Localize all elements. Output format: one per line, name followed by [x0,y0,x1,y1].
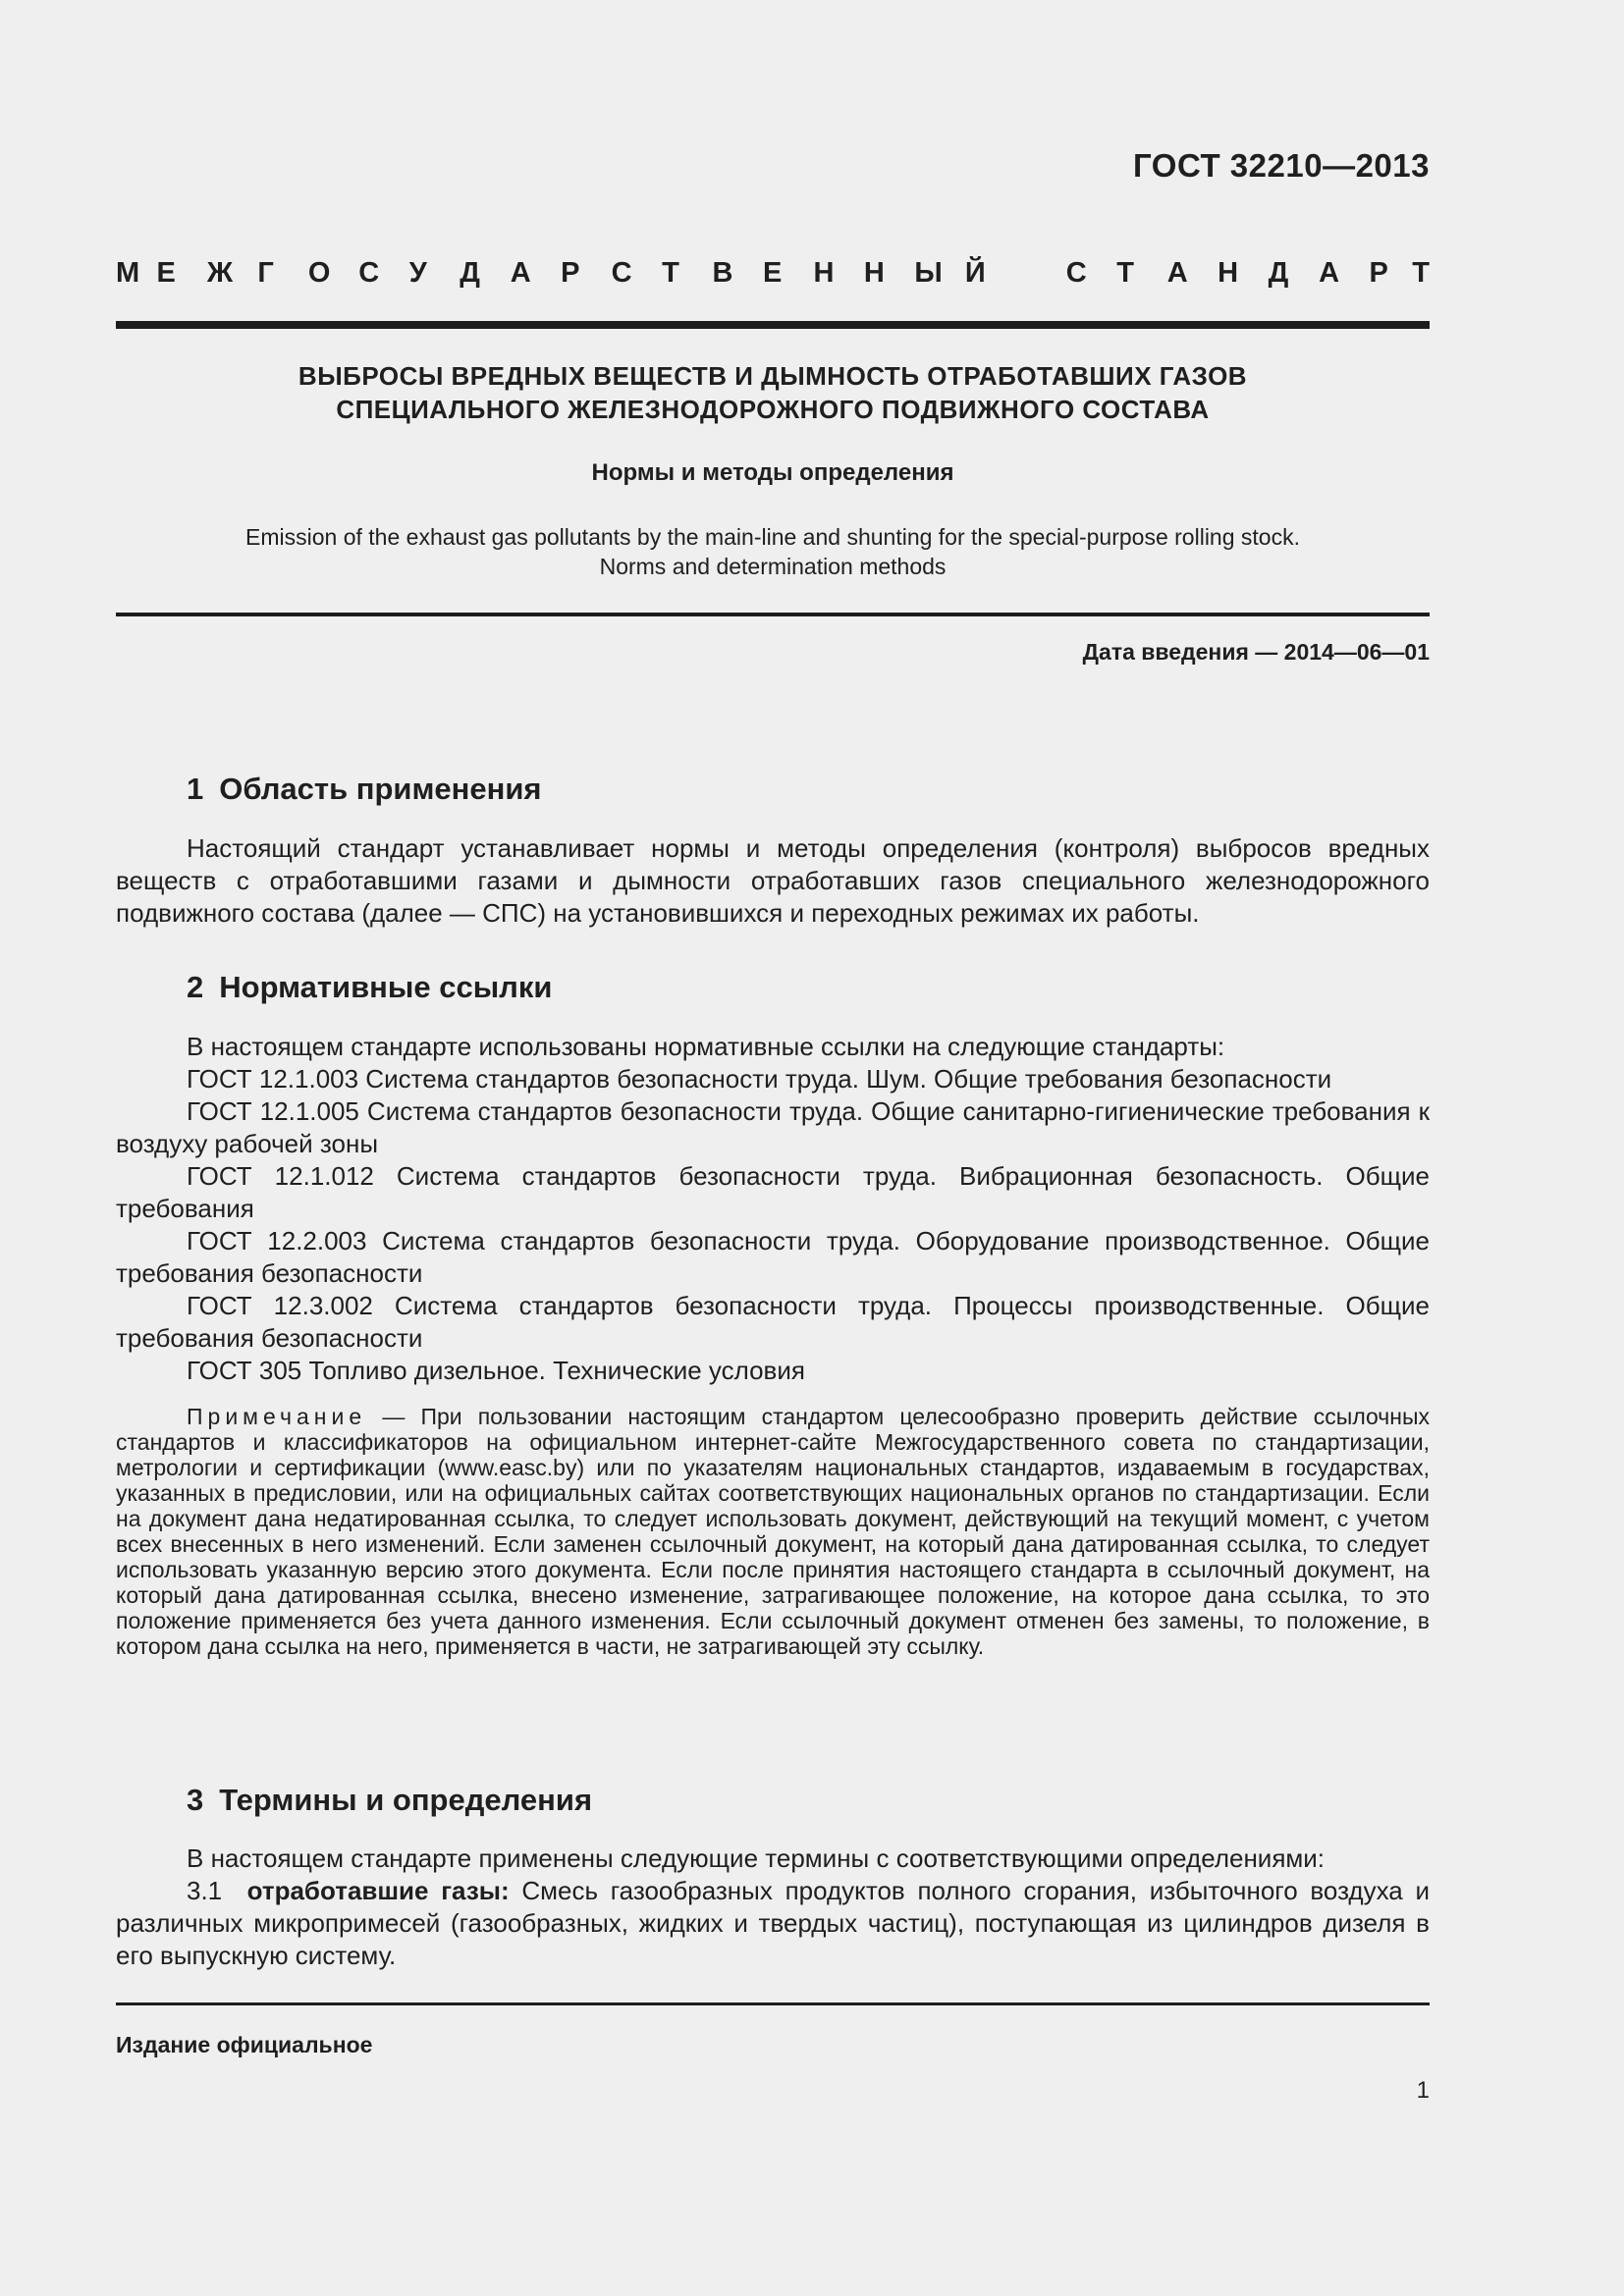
document-title [116,359,1430,426]
heading-letter: М [116,257,140,289]
note-label: Примечание [187,1404,367,1429]
section-2-body [116,1031,1430,1387]
heading-letter: А [510,257,531,289]
terms-intro: В настоящем стандарте применены следующие термины с соответствующими определениями: [187,1843,1326,1873]
heading-letter: Т [662,257,679,289]
reference-item: ГОСТ 12.1.012 Система стандартов безопасности труда. Вибрационная безопасность. Общие требования [116,1161,1430,1223]
heading-letter: Н [863,257,885,289]
doc-number: ГОСТ 32210—2013 [1133,147,1430,184]
section-number: 2 [187,970,204,1004]
reference-item: ГОСТ 12.2.003 Система стандартов безопасности труда. Оборудование производственное. Общие требования безопасности [116,1226,1430,1288]
heading-letter: Г [257,257,274,289]
section-2-heading [187,970,552,1005]
heading-letter: Е [156,257,176,289]
reference-item: ГОСТ 12.3.002 Система стандартов безопасности труда. Процессы производственные. Общие требования безопасности [116,1291,1430,1353]
section-number: 3 [187,1783,204,1817]
section-title: Область применения [219,772,542,806]
heading-letter: О [307,257,331,289]
heading-letter: Р [561,257,580,289]
heading-letter: Й [964,257,986,289]
reference-item: ГОСТ 12.1.005 Система стандартов безопасности труда. Общие санитарно-гигиенические требования к воздуху рабочей зоны [116,1096,1430,1158]
note-text: — При пользовании настоящим стандартом целесообразно проверить действие ссылочных стандартов и классификаторов на официальном интернет-сайте Межгосударственного совета по стандартизации, метрологии и сертификации (www.easc.by) или по указателям национальных стандартов, издаваемым в государствах, указанных в предисловии, или на официальных сайтах соответствующих национальных органов по стандартизации. Если на документ дана недатированная ссылка, то следует использовать документ, действующий на текущий момент, с учетом всех внесенных в него изменений. Если заменен ссылочный документ, на который дана датированная ссылка, то следует использовать указанную версию этого документа. Если после принятия настоящего стандарта в ссылочный документ, на который дана датированная ссылка, внесено изменение, затрагивающее положение, на которое дана ссылка, то это положение применяется без учета данного изменения. Если ссылочный документ отменен без замены, то положение, в котором дана ссылка на него, применяется в части, не затрагивающей эту ссылку. [116,1404,1431,1659]
heading-letter: Р [1369,257,1388,289]
english-title-line-1: Emission of the exhaust gas pollutants by the main-line and shunting for the special-purpose rolling stock. [245,524,1300,550]
heading-letter: Н [813,257,835,289]
title-line-2: СПЕЦИАЛЬНОГО ЖЕЛЕЗНОДОРОЖНОГО ПОДВИЖНОГО СОСТАВА [336,395,1210,424]
reference-item: ГОСТ 12.1.003 Система стандартов безопасности труда. Шум. Общие требования безопасности [187,1064,1332,1094]
footer-rule [116,2002,1430,2005]
standard-type-heading [116,257,1430,291]
term-name: отработавшие газы: [246,1876,510,1905]
section-3-heading [187,1783,592,1818]
reference-item: ГОСТ 305 Топливо дизельное. Технические условия [187,1356,805,1385]
heading-letter: Е [763,257,783,289]
section-1-heading [187,772,542,807]
heading-letter: А [1166,257,1188,289]
references-note [116,1404,1430,1659]
english-title-line-2: Norms and determination methods [599,554,947,579]
english-title [116,522,1430,581]
introduction-date: Дата введения — 2014—06—01 [1082,639,1430,665]
section-1-body [116,832,1430,930]
heading-letter: У [408,257,427,289]
heading-letter: В [712,257,733,289]
term-definition [116,1875,1430,1972]
document-subtitle: Нормы и методы определения [591,459,954,486]
heading-letter: С [1065,257,1087,289]
term-number: 3.1 [187,1876,223,1905]
heading-letter: Н [1218,257,1239,289]
title-bottom-rule [116,613,1430,616]
heading-letter: С [358,257,380,289]
term-text: Смесь газообразных продуктов полного сгорания, избыточного воздуха и различных микропримесей (газообразных, жидких и твердых частиц), поступающая из цилиндров дизеля в его выпускную систему. [116,1876,1431,1970]
section-title: Нормативные ссылки [219,970,553,1004]
page-number: 1 [1416,2077,1430,2104]
top-rule [116,321,1430,329]
heading-letter: Т [1116,257,1134,289]
heading-letter: Д [460,257,480,289]
section-1-paragraph: Настоящий стандарт устанавливает нормы и методы определения (контроля) выбросов вредных веществ с отработавшими газами и дымности отработавших газов специального железнодорожного подвижного состава (далее — СПС) на установившихся и переходных режимах их работы. [116,833,1430,928]
heading-letter: Ж [206,257,234,289]
title-line-1: ВЫБРОСЫ ВРЕДНЫХ ВЕЩЕСТВ И ДЫМНОСТЬ ОТРАБОТАВШИХ ГАЗОВ [298,361,1248,391]
heading-letter: А [1319,257,1340,289]
official-edition-label: Издание официальное [116,2032,373,2057]
heading-letter: Ы [914,257,943,289]
heading-letter: Т [1412,257,1430,289]
heading-letter: Д [1268,257,1289,289]
section-title: Термины и определения [219,1783,593,1817]
section-3-body [116,1842,1430,1972]
section-number: 1 [187,772,204,806]
heading-letter: С [611,257,632,289]
references-intro: В настоящем стандарте использованы нормативные ссылки на следующие стандарты: [187,1032,1225,1061]
